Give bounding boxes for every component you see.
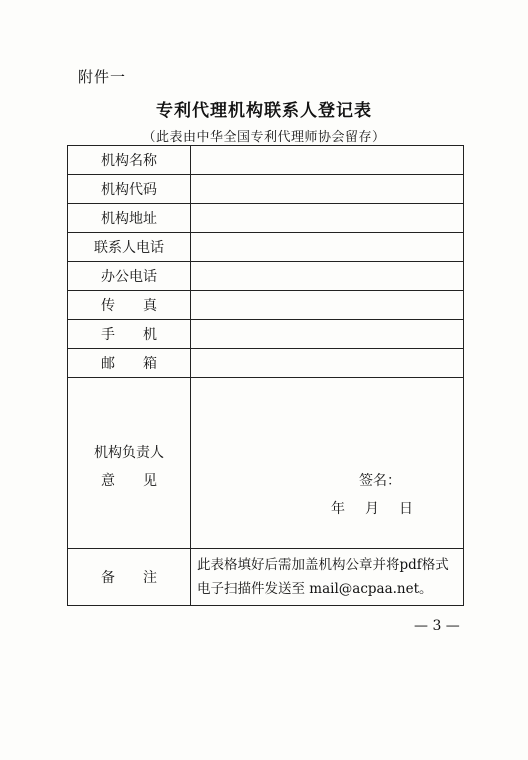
table-row (68, 262, 464, 291)
label-email-char1: 邮 (101, 356, 115, 372)
day-label: 日 (399, 501, 413, 517)
table-row (68, 233, 464, 262)
table-row (68, 549, 464, 606)
label-agency-code: 机构代码 (68, 175, 191, 204)
label-email (68, 349, 191, 378)
label-fax-char2: 真 (143, 298, 157, 314)
month-label: 月 (365, 501, 379, 517)
label-notes-char2: 注 (143, 570, 157, 586)
label-head-opinion-line1: 机构负责人 (94, 445, 164, 461)
field-fax[interactable] (191, 291, 464, 320)
label-contact-phone: 联系人电话 (68, 233, 191, 262)
label-fax-char1: 传 (101, 298, 115, 314)
signature-label: 签名： (359, 473, 401, 489)
page-title: 专利代理机构联系人登记表 (156, 101, 372, 121)
label-mobile-char2: 机 (143, 327, 157, 343)
field-agency-address[interactable] (191, 204, 464, 233)
date-labels (331, 498, 433, 518)
label-mobile-char1: 手 (101, 327, 115, 343)
table-row (68, 320, 464, 349)
notes-text: 此表格填好后需加盖机构公章并将pdf格式电子扫描件发送至 mail@acpaa.net。 (197, 557, 449, 597)
page-subtitle: （此表由中华全国专利代理师协会留存） (142, 130, 386, 145)
table-row (68, 175, 464, 204)
label-email-char2: 箱 (143, 356, 157, 372)
table-row (68, 291, 464, 320)
field-mobile[interactable] (191, 320, 464, 349)
label-agency-address: 机构地址 (68, 204, 191, 233)
label-mobile (68, 320, 191, 349)
field-agency-code[interactable] (191, 175, 464, 204)
label-office-phone: 办公电话 (68, 262, 191, 291)
label-head-opinion-char2: 见 (143, 473, 157, 489)
label-notes-char1: 备 (101, 570, 115, 586)
field-agency-name[interactable] (191, 146, 464, 175)
registration-form-table (67, 145, 464, 606)
attachment-label: 附件一 (78, 68, 127, 86)
table-row (68, 349, 464, 378)
label-fax (68, 291, 191, 320)
table-row (68, 146, 464, 175)
field-office-phone[interactable] (191, 262, 464, 291)
notes-content (191, 549, 464, 606)
label-head-opinion (68, 378, 191, 549)
table-row (68, 378, 464, 549)
label-head-opinion-char1: 意 (101, 473, 115, 489)
field-email[interactable] (191, 349, 464, 378)
field-contact-phone[interactable] (191, 233, 464, 262)
year-label: 年 (331, 501, 345, 517)
table-row (68, 204, 464, 233)
label-notes (68, 549, 191, 606)
label-agency-name: 机构名称 (68, 146, 191, 175)
page-number: — 3 — (414, 618, 460, 634)
field-head-opinion[interactable] (191, 378, 464, 549)
